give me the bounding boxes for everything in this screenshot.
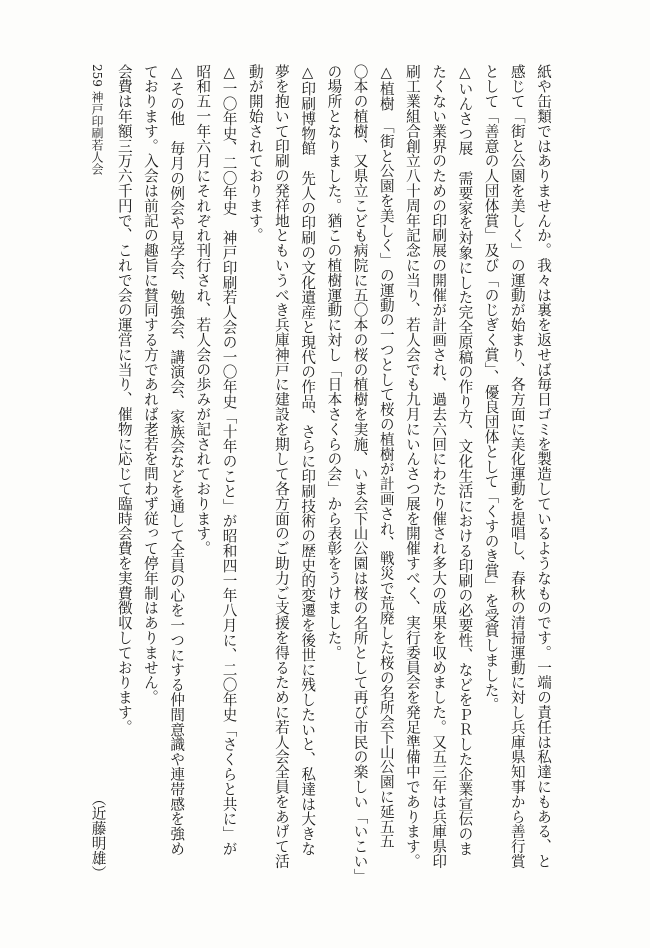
text-line: として「善意の人団体賞」及び「のじぎく賞」、優良団体として「くすのき賞」を受賞しました。 xyxy=(482,64,500,713)
text-line: ております。入会は前記の趣旨に賛同する方であれば老若を問わず従って停年制はありません。 xyxy=(141,64,159,705)
text-line: △一〇年史、二〇年史 神戸印刷若人会の一〇年史「十年のこと」が昭和四一年八月に、二〇年史「さくらと共に」が xyxy=(220,64,238,857)
text-line: △植樹 「街と公園を美しく」の運動の一つとして桜の植樹が計画され、戦災で荒廃した桜の名所会下山公園に延五五 xyxy=(377,64,395,849)
text-line: 〇本の植樹、又県立こども病院に五〇本の桜の植樹を実施、いま会下山公園は桜の名所として再び市民の楽しい「いこい」 xyxy=(351,64,369,884)
text-line: たくない業界のための印刷展の開催が計画され、過去六回にわたり催され多大の成果を収めました。又五三年は兵庫県印 xyxy=(430,64,448,869)
section-title: 神戸印刷若人会 xyxy=(90,90,104,175)
text-line: △印刷博物館 先人の印刷の文化遺産と現代の作品、さらに印刷技術の歴史的変遷を後世に残したいと、私達は大きな xyxy=(299,64,317,857)
text-line: △いんさつ展 需要家を対象にした完全原稿の作り方、文化生活における印刷の必要性、などをＰＲした企業宣伝のま xyxy=(456,64,474,857)
text-line: 紙や缶類ではありませんか。我々は裏を返せば毎日ゴミを製造しているようなものです。一端の責任は私達にもある、と xyxy=(535,64,552,869)
text-line: 会費は年額三万六千円で、これで会の運営に当り、催物に応じて臨時会費を実費徴収しております。 xyxy=(115,64,133,735)
author-signature: （近藤明雄） xyxy=(89,790,107,880)
text-line: 感じて「街と公園を美しく」の運動が始まり、各方面に美化運動を提唱し、春秋の清掃運動に対し兵庫県知事から善行賞 xyxy=(508,64,526,869)
text-line: 刷工業組合創立八十周年記念に当り、若人会でも九月にいんさつ展を開催すべく、実行委員会を発足準備中であります。 xyxy=(403,64,421,869)
text-line: △その他 毎月の例会や見学会、勉強会、講演会、家族会などを通して全員の心を一つにする仲間意識や連帯感を強め xyxy=(168,64,186,857)
text-line: 夢を抱いて印刷の発祥地ともいうべき兵庫神戸に建設を期して各方面のご助力ご支援を得るために若人会全員をあげて活 xyxy=(272,64,290,869)
text-line: の場所となりました。猶この植樹運動に対し「日本さくらの会」から表彰をうけました。 xyxy=(325,64,343,660)
text-line: 動が開始されております。 xyxy=(246,64,264,243)
page-number: 259 xyxy=(90,64,104,87)
text-line: 昭和五一年六月にそれぞれ刊行され、若人会の歩みが記されております。 xyxy=(194,64,212,556)
